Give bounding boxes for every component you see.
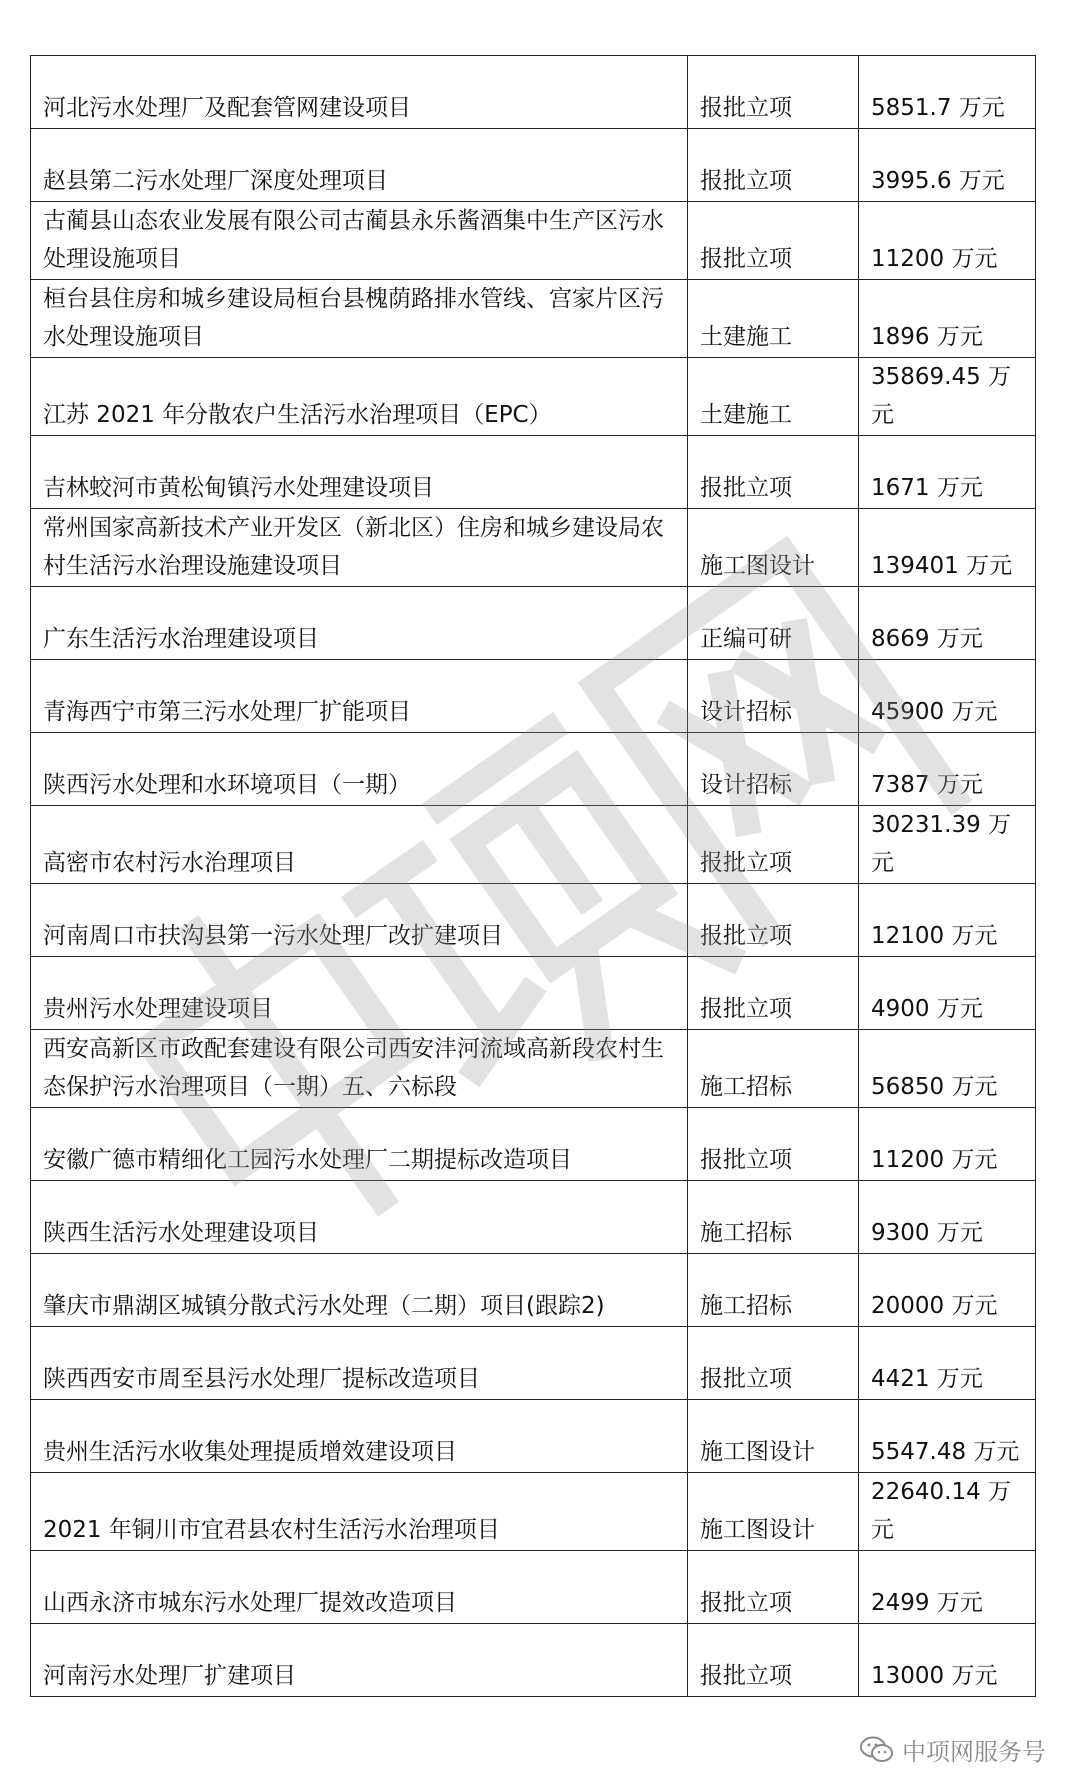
project-name-cell: 广东生活污水治理建设项目: [31, 587, 688, 660]
project-stage-cell: 施工图设计: [688, 1473, 859, 1551]
table-row: [31, 1473, 1036, 1551]
project-name-cell: 安徽广德市精细化工园污水处理厂二期提标改造项目: [31, 1108, 688, 1181]
table-row: [31, 1108, 1036, 1181]
project-name-cell: 河南污水处理厂扩建项目: [31, 1624, 688, 1697]
project-name-cell: 西安高新区市政配套建设有限公司西安沣河流域高新段农村生态保护污水治理项目（一期）五、六标段: [31, 1030, 688, 1108]
project-stage-cell: 报批立项: [688, 129, 859, 202]
project-stage-cell: 设计招标: [688, 660, 859, 733]
project-amount-cell: 45900 万元: [859, 660, 1036, 733]
project-name-cell: 赵县第二污水处理厂深度处理项目: [31, 129, 688, 202]
project-stage-cell: 报批立项: [688, 806, 859, 884]
project-amount-cell: 1896 万元: [859, 280, 1036, 358]
wechat-account-name: 中项网服务号: [902, 1738, 1046, 1766]
project-stage-cell: 施工招标: [688, 1181, 859, 1254]
project-name-cell: 吉林蛟河市黄松甸镇污水处理建设项目: [31, 436, 688, 509]
table-row: [31, 129, 1036, 202]
table-row: [31, 358, 1036, 436]
project-table-body: [31, 56, 1036, 1697]
table-row: [31, 1551, 1036, 1624]
project-stage-cell: 土建施工: [688, 280, 859, 358]
project-stage-cell: 报批立项: [688, 884, 859, 957]
project-name-cell: 河北污水处理厂及配套管网建设项目: [31, 56, 688, 129]
project-amount-cell: 2499 万元: [859, 1551, 1036, 1624]
project-name-cell: 古蔺县山态农业发展有限公司古蔺县永乐酱酒集中生产区污水处理设施项目: [31, 202, 688, 280]
project-amount-cell: 139401 万元: [859, 509, 1036, 587]
table-row: [31, 884, 1036, 957]
table-row: [31, 202, 1036, 280]
table-row: [31, 806, 1036, 884]
table-row: [31, 436, 1036, 509]
project-name-cell: 桓台县住房和城乡建设局桓台县槐荫路排水管线、宫家片区污水处理设施项目: [31, 280, 688, 358]
project-amount-cell: 12100 万元: [859, 884, 1036, 957]
project-name-cell: 青海西宁市第三污水处理厂扩能项目: [31, 660, 688, 733]
project-stage-cell: 施工图设计: [688, 509, 859, 587]
project-name-cell: 高密市农村污水治理项目: [31, 806, 688, 884]
project-stage-cell: 报批立项: [688, 56, 859, 129]
project-name-cell: 肇庆市鼎湖区城镇分散式污水处理（二期）项目(跟踪2): [31, 1254, 688, 1327]
project-stage-cell: 设计招标: [688, 733, 859, 806]
project-amount-cell: 7387 万元: [859, 733, 1036, 806]
table-row: [31, 1624, 1036, 1697]
table-row: [31, 660, 1036, 733]
project-amount-cell: 56850 万元: [859, 1030, 1036, 1108]
project-stage-cell: 土建施工: [688, 358, 859, 436]
project-stage-cell: 报批立项: [688, 436, 859, 509]
table-row: [31, 957, 1036, 1030]
project-stage-cell: 报批立项: [688, 202, 859, 280]
project-stage-cell: 施工图设计: [688, 1400, 859, 1473]
table-row: [31, 1181, 1036, 1254]
project-stage-cell: 施工招标: [688, 1254, 859, 1327]
project-amount-cell: 5851.7 万元: [859, 56, 1036, 129]
project-table-container: [30, 55, 1035, 1697]
project-name-cell: 贵州污水处理建设项目: [31, 957, 688, 1030]
project-stage-cell: 报批立项: [688, 1108, 859, 1181]
project-stage-cell: 报批立项: [688, 1551, 859, 1624]
table-row: [31, 280, 1036, 358]
table-row: [31, 587, 1036, 660]
project-amount-cell: 4421 万元: [859, 1327, 1036, 1400]
project-name-cell: 陕西污水处理和水环境项目（一期）: [31, 733, 688, 806]
table-row: [31, 1400, 1036, 1473]
project-amount-cell: 11200 万元: [859, 202, 1036, 280]
project-amount-cell: 11200 万元: [859, 1108, 1036, 1181]
wechat-icon: [860, 1736, 894, 1764]
project-stage-cell: 报批立项: [688, 1327, 859, 1400]
project-name-cell: 河南周口市扶沟县第一污水处理厂改扩建项目: [31, 884, 688, 957]
project-name-cell: 陕西西安市周至县污水处理厂提标改造项目: [31, 1327, 688, 1400]
table-row: [31, 1030, 1036, 1108]
project-name-cell: 贵州生活污水收集处理提质增效建设项目: [31, 1400, 688, 1473]
project-amount-cell: 9300 万元: [859, 1181, 1036, 1254]
project-name-cell: 江苏 2021 年分散农户生活污水治理项目（EPC）: [31, 358, 688, 436]
table-row: [31, 733, 1036, 806]
project-amount-cell: 13000 万元: [859, 1624, 1036, 1697]
project-name-cell: 山西永济市城东污水处理厂提效改造项目: [31, 1551, 688, 1624]
project-amount-cell: 1671 万元: [859, 436, 1036, 509]
project-amount-cell: 35869.45 万元: [859, 358, 1036, 436]
project-name-cell: 2021 年铜川市宜君县农村生活污水治理项目: [31, 1473, 688, 1551]
project-amount-cell: 22640.14 万元: [859, 1473, 1036, 1551]
project-stage-cell: 正编可研: [688, 587, 859, 660]
table-row: [31, 1254, 1036, 1327]
project-stage-cell: 报批立项: [688, 1624, 859, 1697]
project-name-cell: 陕西生活污水处理建设项目: [31, 1181, 688, 1254]
project-table: [30, 55, 1036, 1697]
project-amount-cell: 5547.48 万元: [859, 1400, 1036, 1473]
project-amount-cell: 3995.6 万元: [859, 129, 1036, 202]
table-row: [31, 56, 1036, 129]
table-row: [31, 1327, 1036, 1400]
project-amount-cell: 4900 万元: [859, 957, 1036, 1030]
wechat-account-mark: [860, 1732, 1046, 1767]
project-amount-cell: 30231.39 万元: [859, 806, 1036, 884]
project-stage-cell: 报批立项: [688, 957, 859, 1030]
project-amount-cell: 8669 万元: [859, 587, 1036, 660]
project-amount-cell: 20000 万元: [859, 1254, 1036, 1327]
project-stage-cell: 施工招标: [688, 1030, 859, 1108]
table-row: [31, 509, 1036, 587]
project-name-cell: 常州国家高新技术产业开发区（新北区）住房和城乡建设局农村生活污水治理设施建设项目: [31, 509, 688, 587]
